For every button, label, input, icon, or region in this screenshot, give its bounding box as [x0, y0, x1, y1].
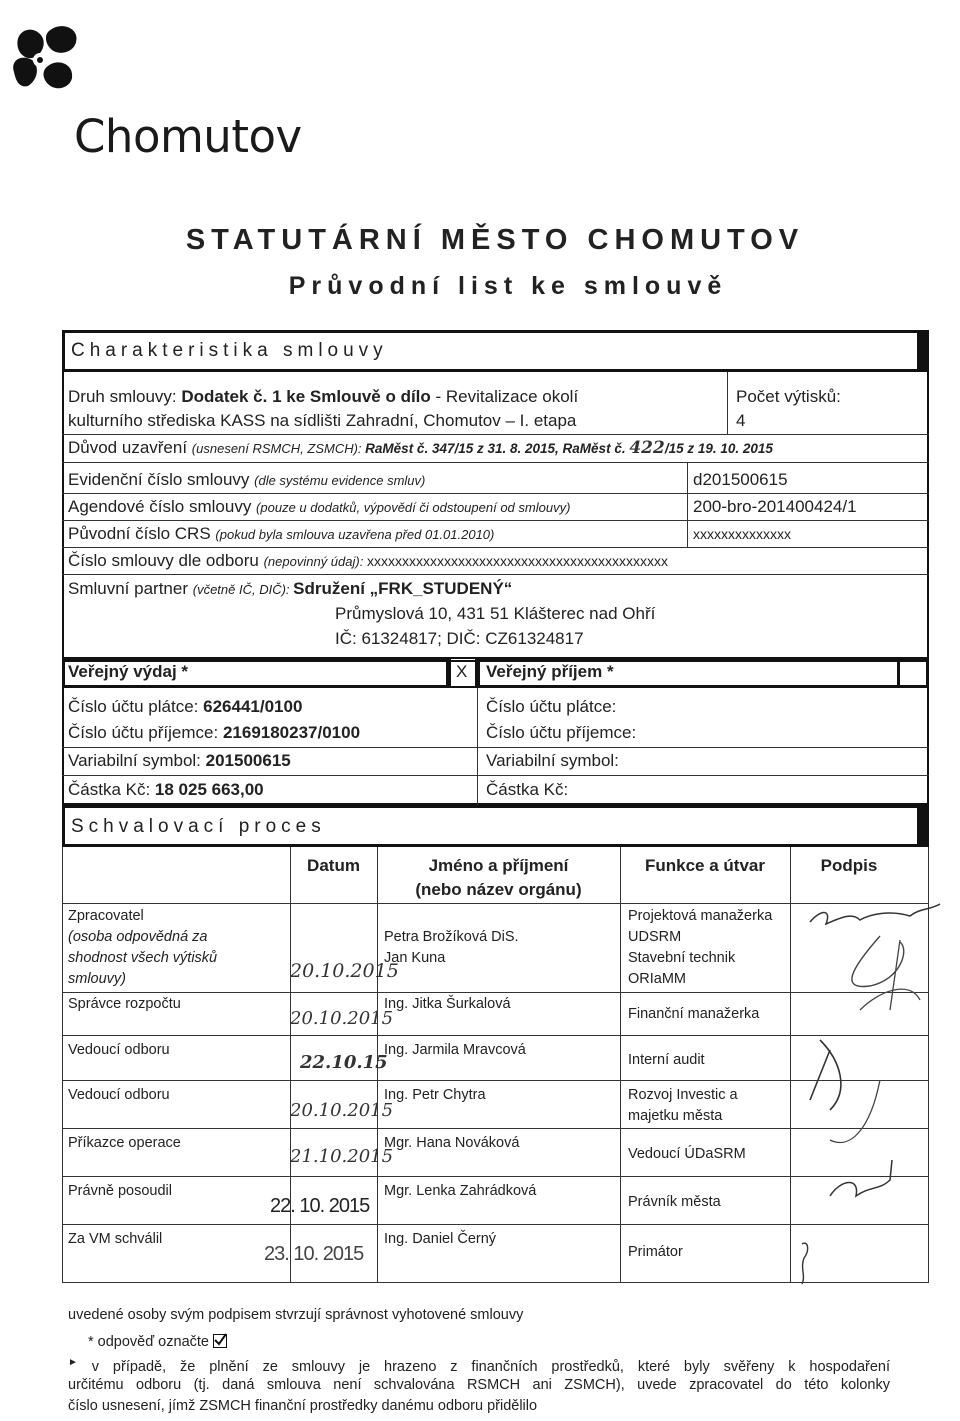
evid-value: d201500615 — [693, 470, 788, 489]
pocet-value: 4 — [736, 411, 746, 430]
row0-func3: Stavební technik — [628, 950, 736, 966]
row0-name2: Jan Kuna — [384, 950, 446, 966]
partner-address: Průmyslová 10, 431 51 Klášterec nad Ohří — [335, 604, 656, 623]
left-vs: Variabilní symbol: 201500615 — [68, 751, 291, 770]
page-subtitle: Průvodní list ke smlouvě — [288, 272, 728, 300]
header-datum: Datum — [307, 856, 360, 875]
row0-role4: smlouvy) — [68, 971, 127, 987]
row0-role1: Zpracovatel — [68, 908, 144, 924]
header-jmeno: Jméno a příjmení — [428, 856, 569, 875]
evid-row: Evidenční číslo smlouvy (dle systému evidence smluv) — [68, 470, 426, 489]
row4-role: Příkazce operace — [68, 1135, 181, 1151]
druh-line1: Druh smlouvy: Dodatek č. 1 ke Smlouvě o dílo - Revitalizace okolí — [68, 387, 579, 406]
prijem-label: Veřejný příjem * — [486, 662, 614, 681]
characteristics-title: Charakteristika smlouvy — [71, 340, 388, 361]
row4-date: 21.10.2015 — [290, 1146, 394, 1167]
logo-wordmark: Chomutov — [74, 110, 302, 163]
row0-func1: Projektová manažerka — [628, 908, 773, 924]
row3-func2: majetku města — [628, 1108, 723, 1124]
row5-name: Mgr. Lenka Zahrádková — [384, 1183, 537, 1199]
row5-role: Právně posoudil — [68, 1183, 172, 1199]
row6-name: Ing. Daniel Černý — [384, 1231, 497, 1247]
checkbox-icon — [213, 1334, 227, 1348]
row0-func2: UDSRM — [628, 929, 682, 945]
row0-func4: ORIaMM — [628, 971, 686, 987]
row0-role2: (osoba odpovědná za — [68, 929, 208, 945]
header-podpis: Podpis — [820, 856, 878, 875]
row5-date: 22. 10. 2015 — [270, 1195, 370, 1217]
row1-func: Finanční manažerka — [628, 1006, 760, 1022]
page-title: STATUTÁRNÍ MĚSTO CHOMUTOV — [185, 224, 805, 256]
right-castka: Částka Kč: — [486, 780, 569, 799]
row3-date: 20.10.2015 — [290, 1100, 394, 1121]
right-platce: Číslo účtu plátce: — [486, 697, 617, 716]
partner-row: Smluvní partner (včetně IČ, DIČ): Sdružení „FRK_STUDENÝ“ — [68, 579, 513, 598]
chomutov-logo-icon — [8, 22, 118, 122]
row0-name1: Petra Brožíková DiS. — [384, 929, 519, 945]
vydaj-label: Veřejný výdaj * — [68, 662, 189, 681]
footer-line4: určitému odboru (tj. daná smlouva není schvalována RSMCH ani ZSMCH), uvede zpracovatel do této kolonky — [68, 1377, 890, 1393]
logo — [8, 22, 328, 162]
druh-line2: kulturního střediska KASS na sídlišti Zahradní, Chomutov – I. etapa — [68, 411, 577, 430]
duvod-row: Důvod uzavření (usnesení RSMCH, ZSMCH): RaMěst č. 347/15 z 31. 8. 2015, RaMěst č. 422/15 z 19. 10. 2015 — [68, 438, 773, 458]
row0-date: 20.10.2015 — [290, 960, 399, 982]
row2-role: Vedoucí odboru — [68, 1042, 170, 1058]
footer-line2: * odpověď označte — [88, 1331, 227, 1353]
row1-name: Ing. Jitka Šurkalová — [384, 996, 511, 1012]
right-prijemce: Číslo účtu příjemce: — [486, 723, 637, 742]
left-platce: Číslo účtu plátce: 626441/0100 — [68, 697, 303, 716]
approval-header-box — [62, 805, 929, 847]
row1-role: Správce rozpočtu — [68, 996, 181, 1012]
right-vs: Variabilní symbol: — [486, 751, 619, 770]
row5-func: Právník města — [628, 1194, 721, 1210]
approval-title: Schvalovací proces — [71, 816, 326, 837]
row2-name: Ing. Jarmila Mravcová — [384, 1042, 526, 1058]
row6-date: 23. 10. 2015 — [264, 1243, 364, 1265]
pocet-label: Počet výtisků: — [736, 387, 841, 406]
row0-role3: shodnost všech výtisků — [68, 950, 218, 966]
partner-ic: IČ: 61324817; DIČ: CZ61324817 — [335, 629, 584, 648]
row1-date: 20.10.2015 — [290, 1008, 394, 1029]
footer-line1: uvedené osoby svým podpisem stvrzují správnost vyhotovené smlouvy — [68, 1307, 524, 1323]
row2-func: Interní audit — [628, 1052, 705, 1068]
row6-role: Za VM schválil — [68, 1231, 163, 1247]
footer-line5: číslo usnesení, jímž ZSMCH finanční prostředky danému odboru přidělilo — [68, 1398, 538, 1414]
header-funkce: Funkce a útvar — [645, 856, 765, 875]
row3-func1: Rozvoj Investic a — [628, 1087, 738, 1103]
vydaj-checkbox[interactable]: X — [449, 657, 477, 688]
arrow-icon: ► — [68, 1357, 78, 1368]
left-castka: Částka Kč: 18 025 663,00 — [68, 780, 264, 799]
row4-func: Vedoucí ÚDaSRM — [628, 1146, 746, 1162]
agend-row: Agendové číslo smlouvy (pouze u dodatků, výpovědí či odstoupení od smlouvy) — [68, 497, 571, 516]
row4-name: Mgr. Hana Nováková — [384, 1135, 520, 1151]
odbor-row: Číslo smlouvy dle odboru (nepovinný údaj): xxxxxxxxxxxxxxxxxxxxxxxxxxxxxxxxxxxxxxxxxxx — [68, 551, 668, 570]
prijem-checkbox[interactable] — [897, 657, 929, 688]
crs-row: Původní číslo CRS (pokud byla smlouva uzavřena před 01.01.2010) — [68, 524, 495, 543]
header-jmeno2: (nebo název orgánu) — [415, 880, 582, 899]
signatures — [780, 890, 960, 1290]
row3-name: Ing. Petr Chytra — [384, 1087, 486, 1103]
agend-value: 200-bro-201400424/1 — [693, 497, 857, 516]
row3-role: Vedoucí odboru — [68, 1087, 170, 1103]
left-prijemce: Číslo účtu příjemce: 2169180237/0100 — [68, 723, 361, 742]
row6-func: Primátor — [628, 1244, 683, 1260]
characteristics-header-box — [62, 330, 929, 372]
crs-value: xxxxxxxxxxxxxx — [693, 526, 791, 542]
row2-date: 22.10.15 — [300, 1052, 388, 1073]
footer-line3: ► v případě, že plnění ze smlouvy je hrazeno z finančních prostředků, které byly svěřeny k hospodaření — [68, 1357, 891, 1375]
